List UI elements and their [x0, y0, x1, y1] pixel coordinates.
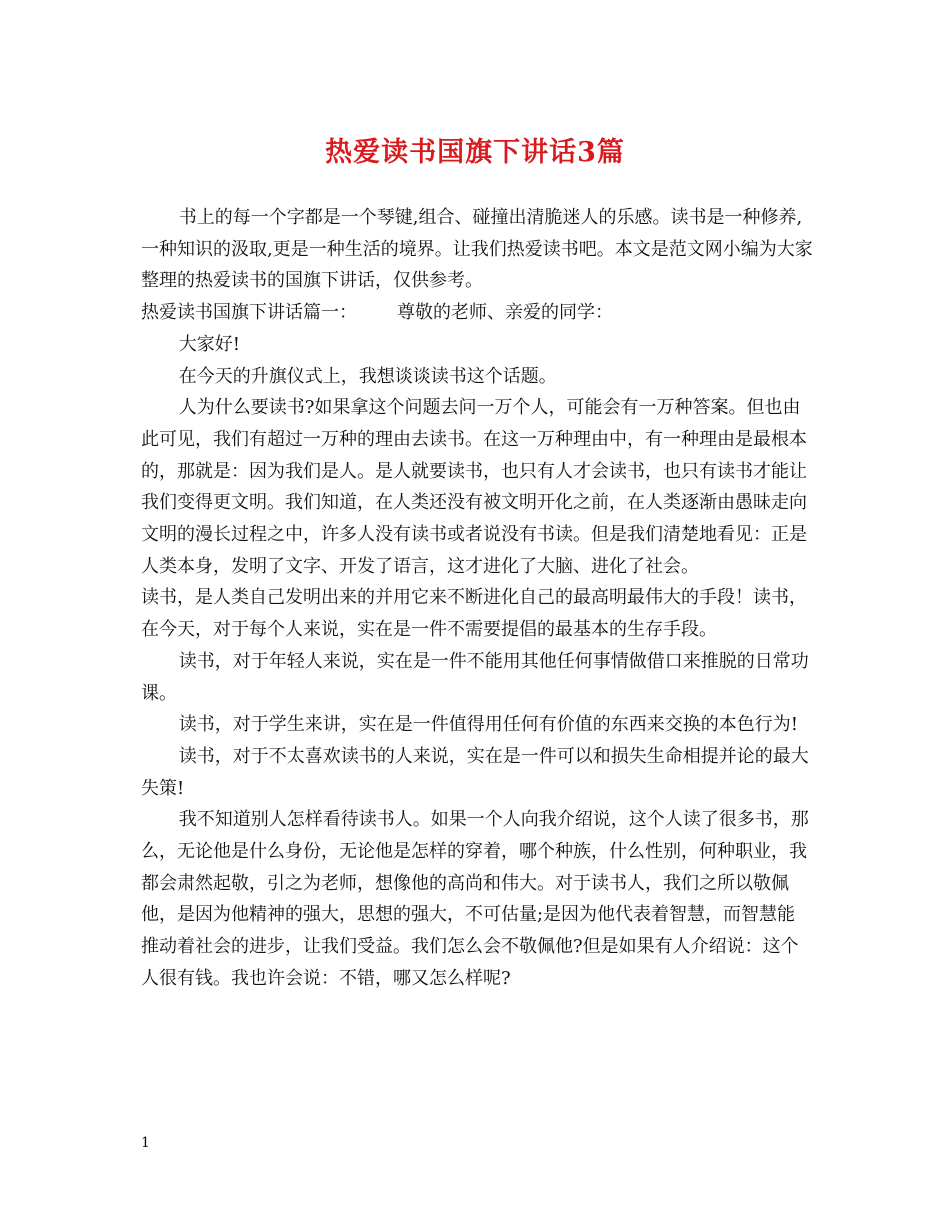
paragraph: 读书，对于不太喜欢读书的人来说，实在是一件可以和损失生命相提并论的最大失策! [141, 745, 809, 799]
document-body [141, 202, 813, 995]
document-title: 热爱读书国旗下讲话3篇 [325, 137, 625, 168]
section-heading: 热爱读书国旗下讲话篇一： [141, 302, 357, 324]
paragraph: 大家好! [178, 333, 241, 355]
paragraph: 我不知道别人怎样看待读书人。如果一个人向我介绍说，这个人读了很多书，那么，无论他是什么身份，无论他是怎样的穿着，哪个种族，什么性别，何种职业，我都会肃然起敬，引之为老师，想像他的高尚和伟大。对于读书人，我们之所以敬佩他，是因为他精神的强大，思想的强大，不可估量;是因为他代表着智慧，而智慧能推动着社会的进步，让我们受益。我们怎么会不敬佩他?但是如果有人介绍说：这个人很有钱。我也许会说：不错，哪又怎么样呢? [141, 809, 809, 989]
salutation: 尊敬的老师、亲爱的同学： [397, 302, 613, 324]
intro-paragraph: 书上的每一个字都是一个琴键,组合、碰撞出清脆迷人的乐感。读书是一种修养,一种知识的汲取,更是一种生活的境界。让我们热爱读书吧。本文是范文网小编为大家整理的热爱读书的国旗下讲话，仅供参考。 [141, 207, 813, 292]
paragraph: 读书，对于年轻人来说，实在是一件不能用其他任何事情做借口来推脱的日常功课。 [141, 650, 809, 704]
paragraph: 读书，是人类自己发明出来的并用它来不断进化自己的最高明最伟大的手段！读书，在今天，对于每个人来说，实在是一件不需要提倡的最基本的生存手段。 [141, 587, 807, 641]
page-number: 1 [141, 1135, 150, 1151]
paragraph: 读书，对于学生来讲，实在是一件值得用任何有价值的东西来交换的本色行为! [178, 714, 799, 736]
paragraph: 人为什么要读书?如果拿这个问题去问一万个人，可能会有一万种答案。但也由此可见，我们有超过一万种的理由去读书。在这一万种理由中，有一种理由是最根本的，那就是：因为我们是人。是人就要读书，也只有人才会读书，也只有读书才能让我们变得更文明。我们知道，在人类还没有被文明开化之前，在人类逐渐由愚昧走向文明的漫长过程之中，许多人没有读书或者说没有书读。但是我们清楚地看见：正是人类本身，发明了文字、开发了语言，这才进化了大脑、进化了社会。 [141, 397, 807, 577]
paragraph: 在今天的升旗仪式上，我想谈谈读书这个话题。 [178, 365, 557, 387]
section-heading-line [141, 297, 813, 329]
